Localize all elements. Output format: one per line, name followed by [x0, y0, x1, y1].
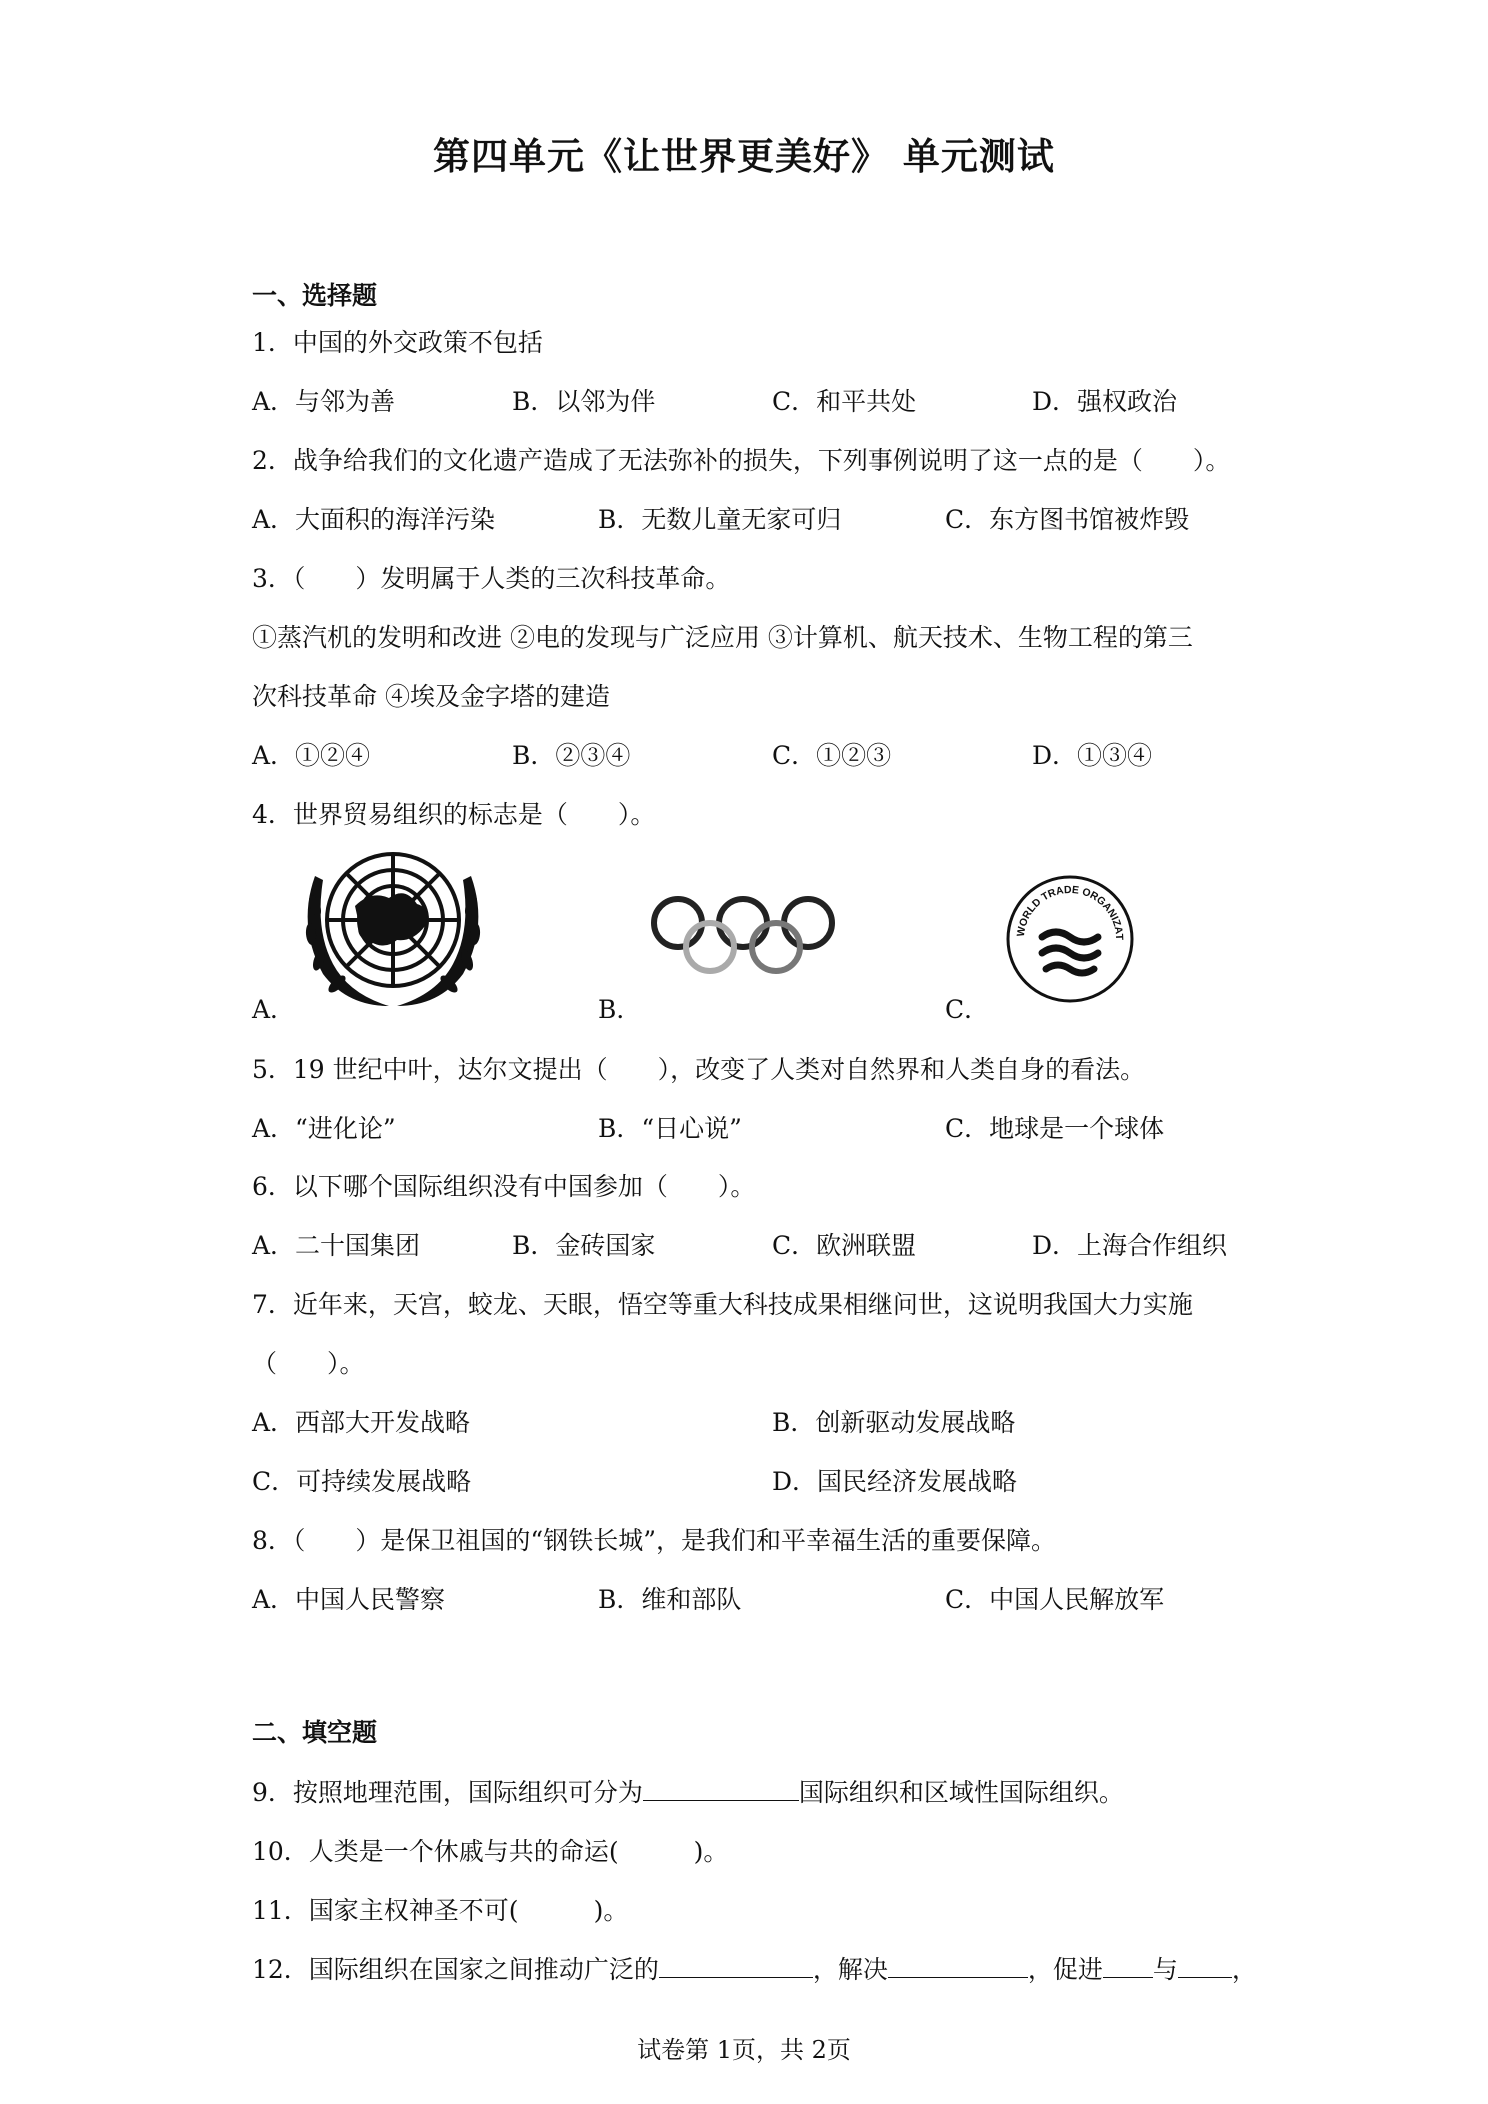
question-9-text-after: 国际组织和区域性国际组织。	[798, 1778, 1124, 1807]
question-10: 10．人类是一个休戚与共的命运( )。	[252, 1837, 729, 1866]
question-3-option-c: C．①②③	[772, 741, 892, 770]
question-4-option-c: C．	[945, 995, 990, 1024]
question-12-blank-2[interactable]	[888, 1951, 1028, 1978]
question-12-text-3: ，促进	[1027, 1955, 1103, 1984]
page-footer: 试卷第 1页，共 2页	[637, 2036, 851, 2064]
question-12	[252, 1950, 1257, 1986]
question-5-option-a: A．“进化论”	[252, 1114, 396, 1143]
wto-logo-image	[1004, 873, 1136, 1009]
question-2-stem: 2．战争给我们的文化遗产造成了无法弥补的损失，下列事例说明了这一点的是（ ）。	[252, 446, 1231, 475]
question-1-stem: 1．中国的外交政策不包括	[252, 328, 543, 357]
question-8-option-b: B．维和部队	[598, 1585, 742, 1614]
question-9-blank[interactable]	[643, 1774, 799, 1801]
question-12-text-1: 12．国际组织在国家之间推动广泛的	[252, 1955, 659, 1984]
question-6-option-c: C．欧洲联盟	[772, 1231, 917, 1260]
question-8-stem: 8．（ ）是保卫祖国的“钢铁长城”，是我们和平幸福生活的重要保障。	[252, 1526, 1056, 1555]
question-3-items-line-1: ①蒸汽机的发明和改进 ②电的发现与广泛应用 ③计算机、航天技术、生物工程的第三	[252, 623, 1193, 652]
question-1-option-b: B．以邻为伴	[512, 387, 656, 416]
question-7-option-c: C．可持续发展战略	[252, 1467, 472, 1496]
question-5-option-b: B．“日心说”	[598, 1114, 742, 1143]
question-3-option-a: A．①②④	[252, 741, 371, 770]
question-3-items-line-2: 次科技革命 ④埃及金字塔的建造	[252, 682, 610, 711]
question-7-option-b: B．创新驱动发展战略	[772, 1408, 1016, 1437]
question-5-option-c: C．地球是一个球体	[945, 1114, 1165, 1143]
question-7-stem-continued: （ ）。	[252, 1349, 365, 1378]
question-12-blank-4[interactable]	[1178, 1951, 1232, 1978]
question-7-stem: 7．近年来，天宫，蛟龙、天眼，悟空等重大科技成果相继问世，这说明我国大力实施	[252, 1290, 1193, 1319]
question-6-option-b: B．金砖国家	[512, 1231, 656, 1260]
question-7-option-a: A．西部大开发战略	[252, 1408, 471, 1437]
question-4-stem: 4．世界贸易组织的标志是（ ）。	[252, 800, 656, 829]
question-5-stem: 5．19 世纪中叶，达尔文提出（ ），改变了人类对自然界和人类自身的看法。	[252, 1055, 1146, 1084]
question-6-stem: 6．以下哪个国际组织没有中国参加（ ）。	[252, 1172, 756, 1201]
un-emblem-image	[293, 846, 493, 1018]
question-2-option-b: B．无数儿童无家可归	[598, 505, 842, 534]
question-8-option-c: C．中国人民解放军	[945, 1585, 1165, 1614]
question-1-option-a: A．与邻为善	[252, 387, 396, 416]
question-7-option-d: D．国民经济发展战略	[772, 1467, 1018, 1496]
question-12-text-2: ，解决	[812, 1955, 888, 1984]
question-2-option-a: A．大面积的海洋污染	[252, 505, 496, 534]
question-6-option-a: A．二十国集团	[252, 1231, 421, 1260]
question-1-option-d: D．强权政治	[1032, 387, 1178, 416]
question-1-option-c: C．和平共处	[772, 387, 917, 416]
question-12-blank-1[interactable]	[659, 1951, 813, 1978]
question-6-option-d: D．上海合作组织	[1032, 1231, 1228, 1260]
question-12-text-4: 与	[1152, 1955, 1178, 1984]
question-8-option-a: A．中国人民警察	[252, 1585, 446, 1614]
question-3-option-d: D．①③④	[1032, 741, 1153, 770]
question-12-blank-3[interactable]	[1103, 1951, 1153, 1978]
section-heading-fill-blank: 二、填空题	[252, 1718, 378, 1747]
question-9	[252, 1773, 1124, 1809]
question-4-option-a: A．	[252, 995, 296, 1024]
page-title: 第四单元《让世界更美好》 单元测试	[433, 135, 1055, 178]
question-3-stem: 3．（ ）发明属于人类的三次科技革命。	[252, 564, 731, 593]
question-3-option-b: B．②③④	[512, 741, 631, 770]
wto-logo-lettering: WORLD TRADE ORGANIZAT	[1014, 883, 1126, 941]
question-2-option-c: C．东方图书馆被炸毁	[945, 505, 1190, 534]
section-heading-choice: 一、选择题	[252, 281, 378, 310]
question-11: 11．国家主权神圣不可( )。	[252, 1896, 629, 1925]
question-4-option-b: B．	[598, 995, 642, 1024]
olympic-rings-image	[648, 893, 838, 981]
question-9-text-before: 9．按照地理范围，国际组织可分为	[252, 1778, 643, 1807]
question-12-text-5: ，	[1231, 1955, 1257, 1984]
